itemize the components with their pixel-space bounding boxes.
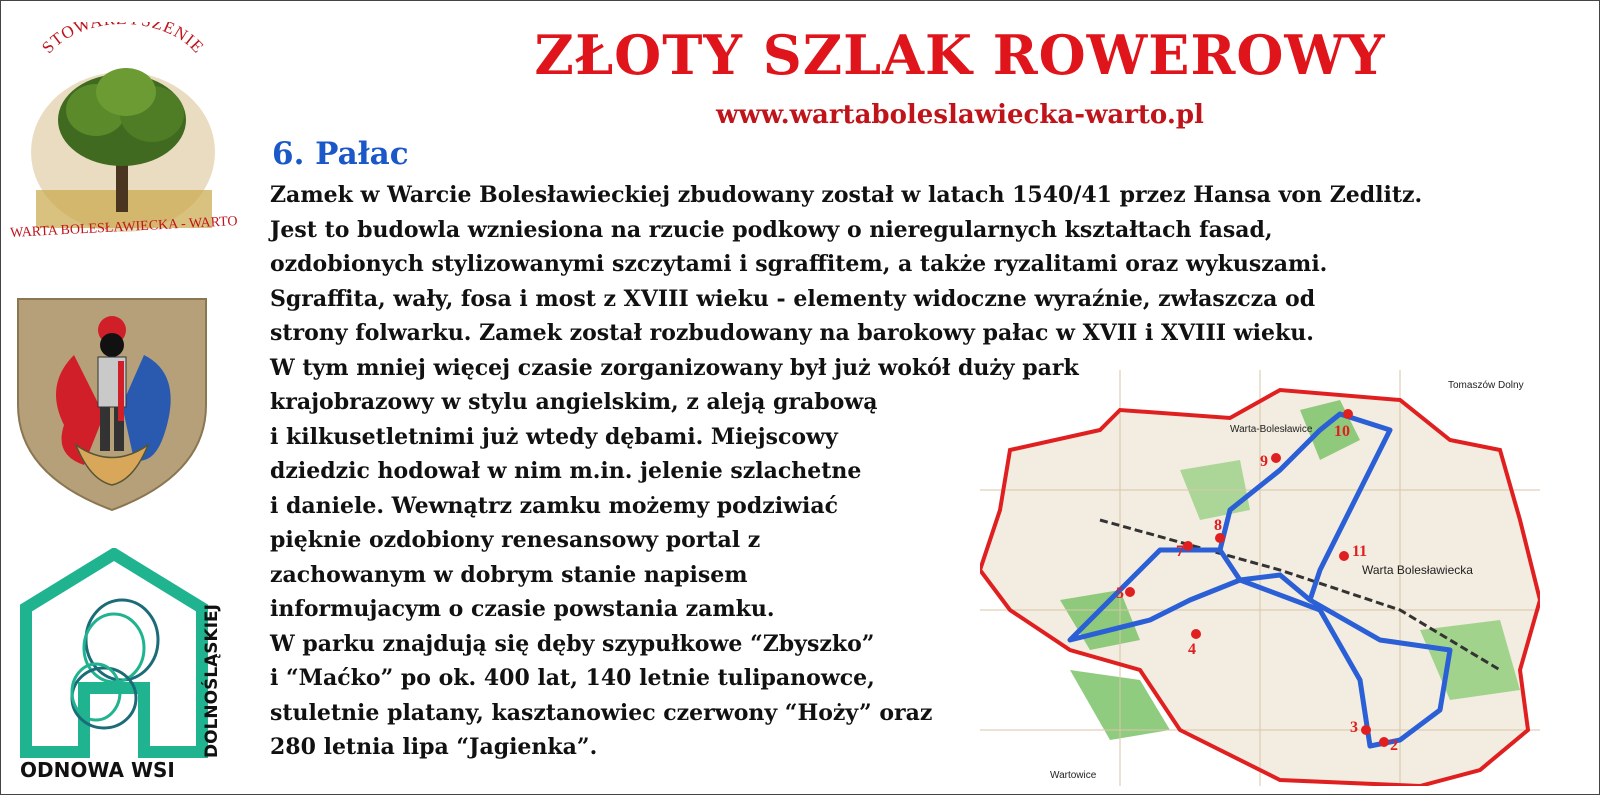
text-line: W tym mniej więcej czasie zorganizowany był już wokół duży park: [270, 354, 1079, 381]
text-line: ozdobionych stylizowanymi szczytami i sgraffitem, a także ryzalitami oraz wykuszami.: [270, 251, 1328, 277]
page-title: ZŁOTY SZLAK ROWEROWY: [534, 23, 1386, 87]
route-map: [980, 370, 1540, 786]
coat-of-arms: [14, 295, 210, 515]
text-line: zachowanym w dobrym stanie napisem: [270, 561, 748, 588]
association-arc-text: STOW ZENIE: [38, 22, 208, 58]
waypoint-label: 10: [1334, 423, 1350, 440]
waypoint-label: 3: [1350, 719, 1358, 736]
text-line: stuletnie platany, kasztanowiec czerwony “Hoży” oraz: [270, 699, 933, 726]
text-line: informujacym o czasie powstania zamku.: [270, 596, 775, 622]
text-line: i daniele. Wewnątrz zamku możemy podziwiać: [270, 492, 839, 519]
place-label: Tomaszów Dolny: [1448, 380, 1524, 391]
town-label: Warta Bolesławiecka: [1362, 563, 1473, 577]
svg-text:STOWARZYSZENIE: [38, 22, 208, 57]
text-line: Jest to budowla wzniesiona na rzucie podkowy o nieregularnych kształtach fasad,: [270, 216, 1273, 243]
waypoint-label: 9: [1260, 453, 1268, 470]
section-heading: 6. Pałac: [272, 136, 409, 172]
text-line: Zamek w Warcie Bolesławieckiej zbudowany został w latach 1540/41 przez Hansa von Zedlitz.: [270, 182, 1423, 208]
waypoint-label: 2: [1390, 737, 1398, 754]
text-line: dziedzic hodował w nim m.in. jelenie szlachetne: [270, 458, 862, 484]
text-line: 280 letnia lipa “Jagienka”.: [270, 734, 598, 760]
place-label: Wartowice: [1050, 770, 1097, 781]
waypoint-label: 8: [1214, 517, 1222, 534]
text-line: i “Maćko” po ok. 400 lat, 140 letnie tulipanowce,: [270, 665, 875, 691]
odnowa-wsi-label: ODNOWA WSI: [20, 758, 175, 782]
odnowa-wsi-logo: [14, 548, 230, 784]
text-line: strony folwarku. Zamek został rozbudowany na barokowy pałac w XVII i XVIII wieku.: [270, 320, 1314, 346]
dolnoslaskiej-label: DOLNOŚLĄSKIEJ: [202, 604, 222, 758]
website-url: www.wartaboleslawiecka-warto.pl: [716, 100, 1204, 130]
waypoint-label: 11: [1352, 543, 1368, 560]
text-line: i kilkusetletnimi już wtedy dębami. Miejscowy: [270, 423, 838, 450]
text-line: krajobrazowy w stylu angielskim, z aleją grabową: [270, 389, 878, 415]
text-line: W parku znajdują się dęby szypułkowe “Zbyszko”: [270, 630, 875, 657]
association-logo: [9, 22, 238, 262]
village-label: Warta-Bolesławice: [1230, 424, 1313, 435]
association-bottom-text: WARTA BOLESŁAWIECKA - WARTO: [9, 214, 238, 241]
waypoint-label: 4: [1188, 641, 1196, 658]
waypoint-label: 7: [1176, 543, 1184, 560]
text-line: pięknie ozdobiony renesansowy portal z: [270, 527, 761, 553]
waypoint-label: 5: [1116, 585, 1124, 602]
text-line: Sgraffita, wały, fosa i most z XVIII wieku - elementy widoczne wyraźnie, zwłaszcza od: [270, 285, 1316, 312]
